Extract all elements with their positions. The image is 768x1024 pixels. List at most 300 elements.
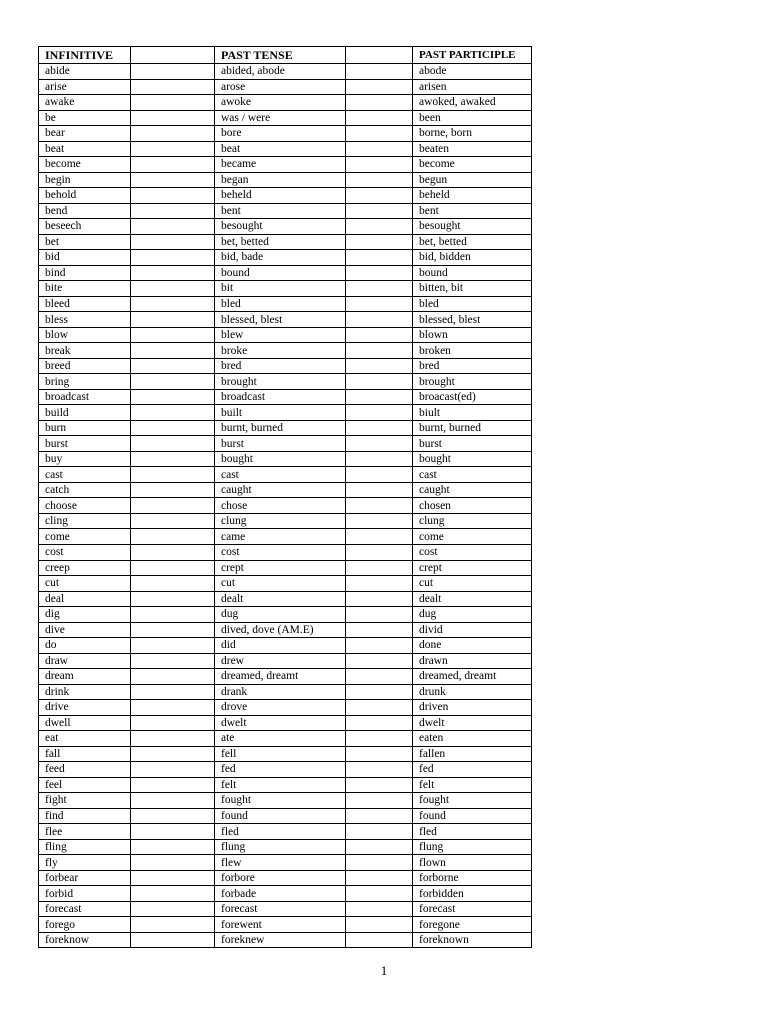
table-row (39, 250, 532, 266)
blank-cell (346, 110, 413, 126)
header-infinitive: INFINITIVE (39, 47, 131, 64)
blank-cell (131, 296, 215, 312)
blank-cell (131, 436, 215, 452)
blank-cell (131, 855, 215, 871)
page-number: 1 (380, 963, 388, 978)
table-row (39, 684, 532, 700)
blank-cell (131, 684, 215, 700)
past-tense-cell: broadcast (215, 389, 346, 405)
infinitive-cell: come (39, 529, 131, 545)
infinitive-cell: fly (39, 855, 131, 871)
past-participle-cell: found (413, 808, 532, 824)
blank-cell (131, 746, 215, 762)
past-participle-cell: driven (413, 700, 532, 716)
infinitive-cell: bet (39, 234, 131, 250)
table-row (39, 358, 532, 374)
infinitive-cell: creep (39, 560, 131, 576)
table-row (39, 467, 532, 483)
table-row (39, 95, 532, 111)
past-tense-cell: bled (215, 296, 346, 312)
table-row (39, 64, 532, 80)
blank-cell (131, 110, 215, 126)
past-tense-cell: burnt, burned (215, 420, 346, 436)
past-participle-cell: forbidden (413, 886, 532, 902)
table-row (39, 172, 532, 188)
infinitive-cell: flee (39, 824, 131, 840)
blank-cell (346, 762, 413, 778)
blank-cell (346, 64, 413, 80)
table-row (39, 808, 532, 824)
table-row (39, 638, 532, 654)
blank-cell (346, 79, 413, 95)
table-row (39, 126, 532, 142)
blank-cell (131, 824, 215, 840)
infinitive-cell: abide (39, 64, 131, 80)
past-participle-cell: been (413, 110, 532, 126)
blank-cell (131, 420, 215, 436)
infinitive-cell: build (39, 405, 131, 421)
infinitive-cell: catch (39, 482, 131, 498)
blank-cell (346, 265, 413, 281)
past-participle-cell: broacast(ed) (413, 389, 532, 405)
past-participle-cell: burnt, burned (413, 420, 532, 436)
table-row (39, 265, 532, 281)
blank-cell (131, 172, 215, 188)
past-participle-cell: fallen (413, 746, 532, 762)
past-tense-cell: felt (215, 777, 346, 793)
table-row (39, 405, 532, 421)
blank-cell (131, 607, 215, 623)
blank-cell (131, 482, 215, 498)
infinitive-cell: breed (39, 358, 131, 374)
blank-cell (346, 591, 413, 607)
infinitive-cell: burn (39, 420, 131, 436)
past-tense-cell: drove (215, 700, 346, 716)
past-tense-cell: forewent (215, 917, 346, 933)
blank-cell (131, 203, 215, 219)
past-tense-cell: bent (215, 203, 346, 219)
header-past-tense: PAST TENSE (215, 47, 346, 64)
past-tense-cell: drank (215, 684, 346, 700)
past-participle-cell: bitten, bit (413, 281, 532, 297)
blank-cell (131, 374, 215, 390)
past-tense-cell: dreamed, dreamt (215, 669, 346, 685)
blank-cell (131, 79, 215, 95)
past-participle-cell: flown (413, 855, 532, 871)
blank-cell (131, 126, 215, 142)
past-tense-cell: forecast (215, 901, 346, 917)
past-participle-cell: beaten (413, 141, 532, 157)
past-participle-cell: cast (413, 467, 532, 483)
blank-cell (131, 653, 215, 669)
past-participle-cell: brought (413, 374, 532, 390)
infinitive-cell: cling (39, 513, 131, 529)
infinitive-cell: become (39, 157, 131, 173)
table-row (39, 498, 532, 514)
infinitive-cell: bend (39, 203, 131, 219)
blank-cell (346, 498, 413, 514)
infinitive-cell: eat (39, 731, 131, 747)
past-participle-cell: dreamed, dreamt (413, 669, 532, 685)
blank-cell (346, 296, 413, 312)
table-row (39, 824, 532, 840)
blank-cell (131, 250, 215, 266)
blank-cell (346, 141, 413, 157)
infinitive-cell: be (39, 110, 131, 126)
past-tense-cell: dived, dove (AM.E) (215, 622, 346, 638)
blank-cell (346, 901, 413, 917)
table-row (39, 482, 532, 498)
past-tense-cell: dwelt (215, 715, 346, 731)
blank-cell (346, 358, 413, 374)
past-participle-cell: bred (413, 358, 532, 374)
blank-cell (346, 420, 413, 436)
blank-cell (131, 281, 215, 297)
blank-cell (346, 715, 413, 731)
blank-cell (346, 777, 413, 793)
past-tense-cell: bid, bade (215, 250, 346, 266)
infinitive-cell: dwell (39, 715, 131, 731)
blank-cell (131, 544, 215, 560)
blank-cell (131, 405, 215, 421)
blank-cell (346, 855, 413, 871)
past-participle-cell: become (413, 157, 532, 173)
infinitive-cell: buy (39, 451, 131, 467)
past-participle-cell: bound (413, 265, 532, 281)
blank-cell (346, 467, 413, 483)
infinitive-cell: bear (39, 126, 131, 142)
table-row (39, 715, 532, 731)
blank-cell (131, 591, 215, 607)
infinitive-cell: blow (39, 327, 131, 343)
infinitive-cell: bid (39, 250, 131, 266)
infinitive-cell: feed (39, 762, 131, 778)
blank-cell (346, 622, 413, 638)
blank-cell (346, 250, 413, 266)
past-tense-cell: did (215, 638, 346, 654)
past-participle-cell: dwelt (413, 715, 532, 731)
table-row (39, 110, 532, 126)
past-participle-cell: broken (413, 343, 532, 359)
past-participle-cell: drunk (413, 684, 532, 700)
infinitive-cell: feel (39, 777, 131, 793)
blank-cell (131, 234, 215, 250)
table-row (39, 234, 532, 250)
past-participle-cell: blown (413, 327, 532, 343)
past-tense-cell: built (215, 405, 346, 421)
past-tense-cell: bred (215, 358, 346, 374)
blank-cell (346, 653, 413, 669)
blank-cell (346, 234, 413, 250)
blank-cell (131, 932, 215, 948)
past-tense-cell: drew (215, 653, 346, 669)
blank-cell (131, 901, 215, 917)
blank-cell (131, 157, 215, 173)
blank-cell (346, 793, 413, 809)
blank-cell (131, 358, 215, 374)
infinitive-cell: forbid (39, 886, 131, 902)
infinitive-cell: bleed (39, 296, 131, 312)
past-participle-cell: besought (413, 219, 532, 235)
table-row (39, 389, 532, 405)
blank-cell (131, 265, 215, 281)
infinitive-cell: bring (39, 374, 131, 390)
table-row (39, 777, 532, 793)
past-participle-cell: caught (413, 482, 532, 498)
infinitive-cell: bind (39, 265, 131, 281)
blank-cell (346, 560, 413, 576)
table-row (39, 560, 532, 576)
past-participle-cell: drawn (413, 653, 532, 669)
blank-cell (131, 95, 215, 111)
blank-cell (346, 824, 413, 840)
infinitive-cell: broadcast (39, 389, 131, 405)
table-row (39, 188, 532, 204)
blank-cell (131, 886, 215, 902)
past-tense-cell: arose (215, 79, 346, 95)
past-participle-cell: flung (413, 839, 532, 855)
table-row (39, 343, 532, 359)
past-participle-cell: beheld (413, 188, 532, 204)
infinitive-cell: beat (39, 141, 131, 157)
past-participle-cell: blessed, blest (413, 312, 532, 328)
blank-cell (131, 917, 215, 933)
past-participle-cell: chosen (413, 498, 532, 514)
past-participle-cell: fled (413, 824, 532, 840)
past-tense-cell: flew (215, 855, 346, 871)
table-row (39, 855, 532, 871)
blank-cell (346, 886, 413, 902)
blank-cell (346, 607, 413, 623)
past-participle-cell: bent (413, 203, 532, 219)
blank-cell (346, 669, 413, 685)
past-tense-cell: beheld (215, 188, 346, 204)
table-row (39, 762, 532, 778)
table-row (39, 839, 532, 855)
table-row (39, 281, 532, 297)
table-row (39, 79, 532, 95)
past-tense-cell: bet, betted (215, 234, 346, 250)
past-tense-cell: brought (215, 374, 346, 390)
blank-cell (131, 141, 215, 157)
table-header-row (39, 47, 532, 64)
blank-cell (346, 808, 413, 824)
past-tense-cell: flung (215, 839, 346, 855)
past-participle-cell: begun (413, 172, 532, 188)
past-tense-cell: fought (215, 793, 346, 809)
blank-cell (131, 731, 215, 747)
infinitive-cell: draw (39, 653, 131, 669)
past-tense-cell: ate (215, 731, 346, 747)
blank-cell (346, 839, 413, 855)
blank-cell (346, 529, 413, 545)
past-tense-cell: fled (215, 824, 346, 840)
past-tense-cell: forbore (215, 870, 346, 886)
header-blank-1 (131, 47, 215, 64)
past-tense-cell: awoke (215, 95, 346, 111)
past-participle-cell: eaten (413, 731, 532, 747)
blank-cell (346, 327, 413, 343)
infinitive-cell: burst (39, 436, 131, 452)
blank-cell (131, 529, 215, 545)
past-tense-cell: abided, abode (215, 64, 346, 80)
blank-cell (346, 374, 413, 390)
past-participle-cell: bled (413, 296, 532, 312)
past-participle-cell: biult (413, 405, 532, 421)
past-participle-cell: crept (413, 560, 532, 576)
past-tense-cell: caught (215, 482, 346, 498)
table-row (39, 731, 532, 747)
past-participle-cell: bet, betted (413, 234, 532, 250)
table-row (39, 327, 532, 343)
infinitive-cell: cut (39, 576, 131, 592)
blank-cell (346, 638, 413, 654)
blank-cell (346, 188, 413, 204)
blank-cell (131, 219, 215, 235)
blank-cell (131, 343, 215, 359)
past-tense-cell: fell (215, 746, 346, 762)
blank-cell (346, 405, 413, 421)
table-row (39, 219, 532, 235)
blank-cell (131, 451, 215, 467)
blank-cell (346, 95, 413, 111)
infinitive-cell: drive (39, 700, 131, 716)
past-tense-cell: was / were (215, 110, 346, 126)
blank-cell (131, 777, 215, 793)
blank-cell (346, 870, 413, 886)
blank-cell (346, 172, 413, 188)
table-row (39, 513, 532, 529)
infinitive-cell: break (39, 343, 131, 359)
table-row (39, 529, 532, 545)
table-row (39, 374, 532, 390)
table-row (39, 653, 532, 669)
blank-cell (131, 762, 215, 778)
table-row (39, 436, 532, 452)
infinitive-cell: bless (39, 312, 131, 328)
blank-cell (131, 188, 215, 204)
infinitive-cell: arise (39, 79, 131, 95)
past-tense-cell: cut (215, 576, 346, 592)
blank-cell (346, 731, 413, 747)
infinitive-cell: forego (39, 917, 131, 933)
past-participle-cell: cost (413, 544, 532, 560)
past-tense-cell: cost (215, 544, 346, 560)
table-body (39, 64, 532, 948)
past-participle-cell: cut (413, 576, 532, 592)
table-row (39, 420, 532, 436)
past-tense-cell: bore (215, 126, 346, 142)
past-tense-cell: fed (215, 762, 346, 778)
table-row (39, 886, 532, 902)
past-tense-cell: bought (215, 451, 346, 467)
irregular-verbs-table (38, 46, 532, 948)
past-tense-cell: bound (215, 265, 346, 281)
blank-cell (131, 576, 215, 592)
table-row (39, 917, 532, 933)
blank-cell (346, 700, 413, 716)
infinitive-cell: dream (39, 669, 131, 685)
table-row (39, 591, 532, 607)
infinitive-cell: bite (39, 281, 131, 297)
past-participle-cell: felt (413, 777, 532, 793)
past-tense-cell: foreknew (215, 932, 346, 948)
blank-cell (346, 157, 413, 173)
blank-cell (346, 126, 413, 142)
blank-cell (346, 917, 413, 933)
past-tense-cell: began (215, 172, 346, 188)
blank-cell (131, 467, 215, 483)
past-tense-cell: besought (215, 219, 346, 235)
blank-cell (131, 498, 215, 514)
past-tense-cell: cast (215, 467, 346, 483)
infinitive-cell: fight (39, 793, 131, 809)
blank-cell (131, 669, 215, 685)
table-row (39, 870, 532, 886)
table-row (39, 901, 532, 917)
blank-cell (131, 808, 215, 824)
past-participle-cell: dealt (413, 591, 532, 607)
past-tense-cell: burst (215, 436, 346, 452)
past-participle-cell: bought (413, 451, 532, 467)
infinitive-cell: begin (39, 172, 131, 188)
blank-cell (346, 312, 413, 328)
past-participle-cell: awoked, awaked (413, 95, 532, 111)
table-row (39, 607, 532, 623)
table-row (39, 141, 532, 157)
blank-cell (131, 622, 215, 638)
infinitive-cell: choose (39, 498, 131, 514)
blank-cell (346, 932, 413, 948)
infinitive-cell: forbear (39, 870, 131, 886)
past-participle-cell: divid (413, 622, 532, 638)
past-participle-cell: come (413, 529, 532, 545)
infinitive-cell: do (39, 638, 131, 654)
blank-cell (131, 64, 215, 80)
past-participle-cell: forborne (413, 870, 532, 886)
blank-cell (131, 638, 215, 654)
table-row (39, 544, 532, 560)
past-tense-cell: became (215, 157, 346, 173)
table-row (39, 203, 532, 219)
infinitive-cell: dig (39, 607, 131, 623)
infinitive-cell: dive (39, 622, 131, 638)
infinitive-cell: drink (39, 684, 131, 700)
infinitive-cell: foreknow (39, 932, 131, 948)
infinitive-cell: deal (39, 591, 131, 607)
infinitive-cell: cost (39, 544, 131, 560)
infinitive-cell: fall (39, 746, 131, 762)
past-tense-cell: chose (215, 498, 346, 514)
blank-cell (346, 544, 413, 560)
blank-cell (346, 746, 413, 762)
past-tense-cell: beat (215, 141, 346, 157)
past-participle-cell: burst (413, 436, 532, 452)
past-tense-cell: blessed, blest (215, 312, 346, 328)
table-row (39, 669, 532, 685)
blank-cell (346, 219, 413, 235)
past-participle-cell: done (413, 638, 532, 654)
header-past-participle: PAST PARTICIPLE (413, 47, 532, 64)
blank-cell (346, 451, 413, 467)
blank-cell (346, 436, 413, 452)
infinitive-cell: find (39, 808, 131, 824)
table-row (39, 622, 532, 638)
blank-cell (131, 793, 215, 809)
table-row (39, 793, 532, 809)
past-participle-cell: fed (413, 762, 532, 778)
infinitive-cell: forecast (39, 901, 131, 917)
